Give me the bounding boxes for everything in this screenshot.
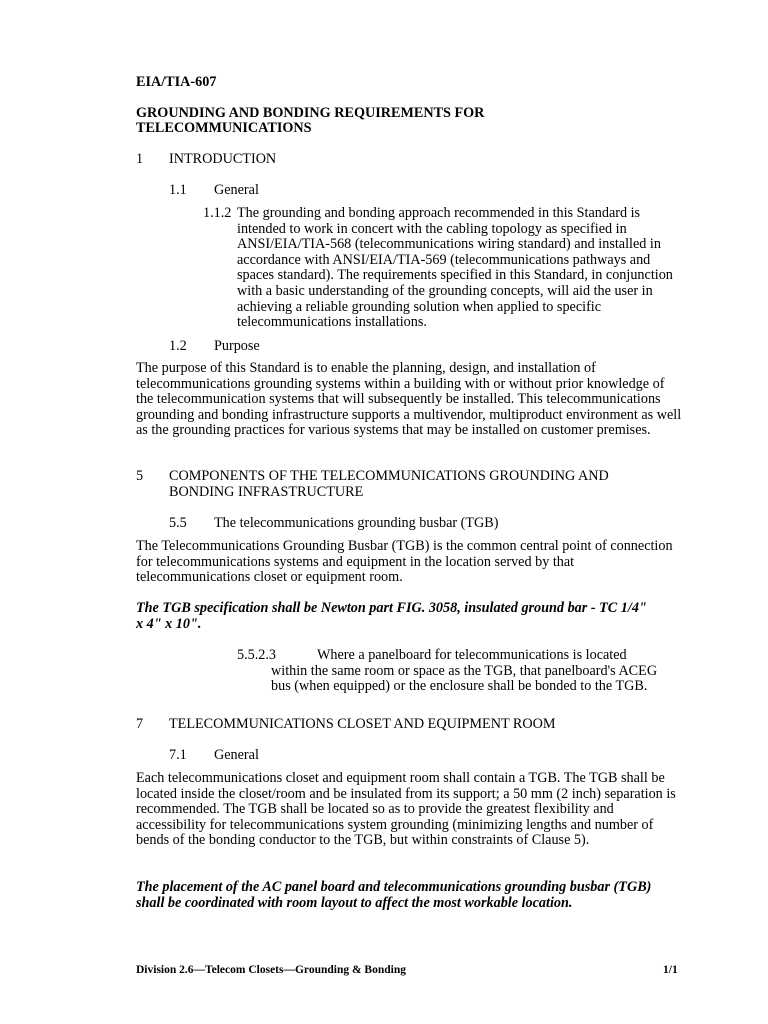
section-title: The telecommunications grounding busbar (TGB) [214, 515, 499, 531]
section-title: Purpose [214, 338, 260, 354]
section-title: INTRODUCTION [169, 151, 277, 167]
section-title: General [214, 747, 259, 763]
closet-general-paragraph: Each telecommunications closet and equipment room shall contain a TGB. The TGB shall be located inside the closet/room and be insulated from its support; a 50 mm (2 inch) separation is recommended. The TGB shall be located so as to provide the greatest flexibility and accessibility for telecommunications system grounding (minimizing lengths and number of bends of the bonding conductor to the TGB, but within constraints of Clause 5). [136, 770, 676, 849]
section-1-1-2-number: 1.1.2 [203, 205, 232, 221]
section-1-1-2-paragraph: The grounding and bonding approach recommended in this Standard is intended to work in concert with the cabling topology as specified in ANSI/EIA/TIA-568 (telecommunications wiring standard) and installed in accordance with ANSI/EIA/TIA-569 (telecommunications pathways and spaces standard). The requirements specified in this Standard, in conjunction with a basic understanding of the grounding concepts, will aid the user in achieving a reliable grounding solution when applied to specific telecommunications installations. [237, 205, 673, 331]
section-title: General [214, 182, 259, 198]
footer-page-number: 1/1 [663, 964, 678, 976]
section-number: 7.1 [169, 747, 187, 763]
section-number: 5.5 [169, 515, 187, 531]
section-title-line1: COMPONENTS OF THE TELECOMMUNICATIONS GROUNDING AND [169, 468, 609, 484]
section-5-5-2-3-number: 5.5.2.3 [237, 647, 277, 663]
section-number: 1.1 [169, 182, 187, 198]
section-number: 1 [136, 151, 144, 167]
section-title: TELECOMMUNICATIONS CLOSET AND EQUIPMENT ROOM [169, 716, 556, 732]
footer-division-label: Division 2.6—Telecom Closets—Grounding & Bonding [136, 964, 406, 976]
section-title-line2: BONDING INFRASTRUCTURE [169, 484, 364, 500]
placement-note: The placement of the AC panel board and telecommunications grounding busbar (TGB) shall be coordinated with room layout to affect the most workable location. [136, 879, 652, 911]
section-5-5-2-3-paragraph: Where a panelboard for telecommunications is located within the same room or space as the TGB, that panelboard's ACEG bus (when equipped) or the enclosure shall be bonded to the TGB. [271, 647, 658, 695]
document-title-line2: TELECOMMUNICATIONS [136, 120, 312, 136]
section-number: 7 [136, 716, 144, 732]
document-title-line1: GROUNDING AND BONDING REQUIREMENTS FOR [136, 105, 485, 121]
document-id: EIA/TIA-607 [136, 74, 217, 90]
section-number: 1.2 [169, 338, 187, 354]
tgb-specification-note: The TGB specification shall be Newton part FIG. 3058, insulated ground bar - TC 1/4" x 4" x 10". [136, 600, 647, 632]
purpose-paragraph: The purpose of this Standard is to enable the planning, design, and installation of telecommunications grounding systems within a building with or without prior knowledge of the telecommunication systems that will subsequently be installed. This telecommunications grounding and bonding infrastructure supports a multivendor, multiproduct environment as well as the grounding practices for various systems that may be installed on customer premises. [136, 360, 682, 439]
tgb-definition-paragraph: The Telecommunications Grounding Busbar (TGB) is the common central point of connection for telecommunications systems and equipment in the location served by that telecommunications closet or equipment room. [136, 538, 673, 586]
section-number: 5 [136, 468, 144, 484]
